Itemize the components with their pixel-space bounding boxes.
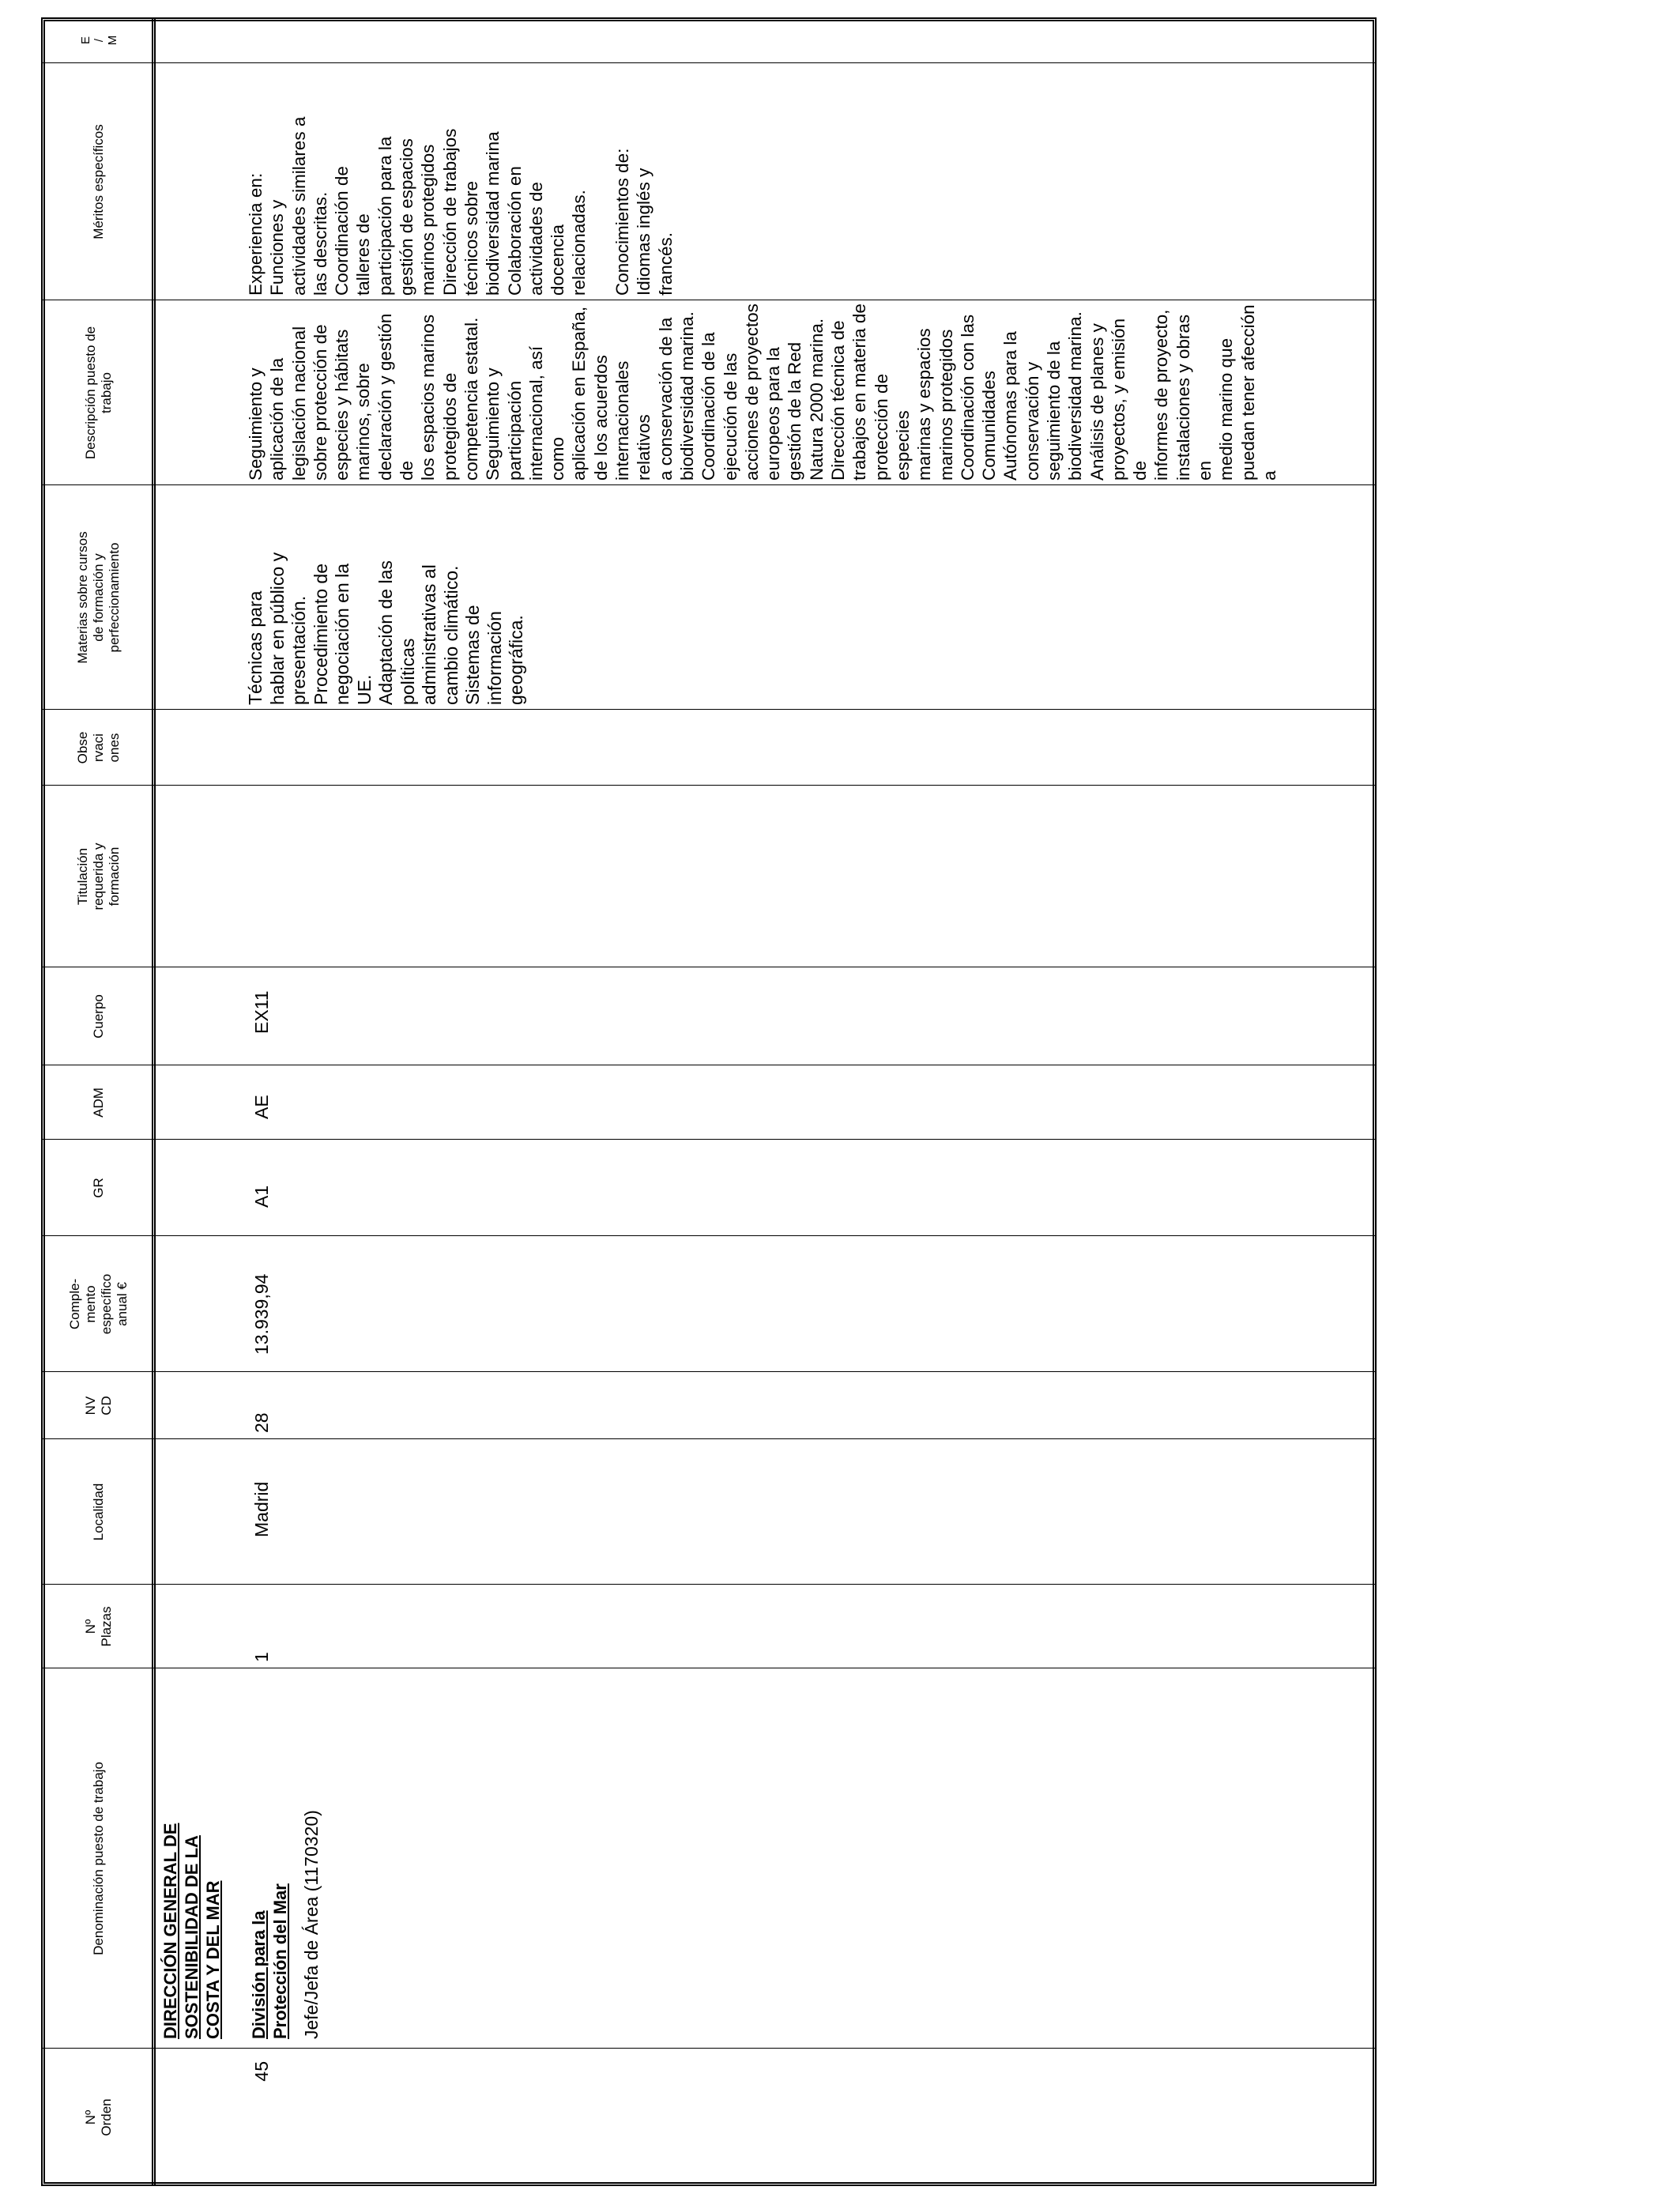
column-complemento [41, 1236, 1377, 1372]
cell-orden: 45 [251, 2061, 272, 2082]
column-descripcion [41, 300, 1377, 485]
column-orden [41, 2049, 1377, 2186]
cell-grupo: A1 [251, 1185, 272, 1208]
cell-denominacion: Jefe/Jefa de Área (1170320) [301, 1810, 322, 2039]
header-denominacion [46, 1668, 152, 2049]
column-adm [41, 1065, 1377, 1140]
header-orden [46, 2049, 152, 2186]
header-localidad [46, 1439, 152, 1585]
column-grupo [41, 1140, 1377, 1236]
unit-heading-text: DIRECCIÓN GENERAL DE SOSTENIBILIDAD DE LA COSTA Y DEL MAR [160, 1823, 223, 2039]
header-descripcion-label: Descripción puesto de trabajo [83, 326, 114, 460]
unit-heading [160, 1668, 224, 2049]
column-meritos [41, 63, 1377, 300]
header-localidad-label: Localidad [91, 1483, 106, 1541]
column-cuerpo [41, 967, 1377, 1065]
header-complemento-label: Comple- mento específico anual € [67, 1273, 130, 1335]
column-titulacion [41, 786, 1377, 967]
cell-adm: AE [251, 1095, 272, 1119]
cell-nivel: 28 [251, 1412, 272, 1433]
header-complemento [46, 1236, 152, 1372]
header-cuerpo-label: Cuerpo [91, 994, 106, 1039]
column-observaciones [41, 710, 1377, 786]
header-titulacion [46, 786, 152, 967]
cell-cuerpo: EX11 [251, 990, 272, 1034]
cell-meritos: Experiencia en: Funciones y actividades similares a las descritas. Coordinación de talleres de participación para la gestión de espacios marinos protegidos Dirección de trabajos técnicos sobre biodiversidad marina Colaboración en actividades de docencia relacionadas. Conocimientos de: Idiomas inglés y francés. [246, 116, 676, 296]
header-meritos [46, 63, 152, 300]
subunit-heading [248, 1668, 291, 2049]
cell-plazas: 1 [251, 1652, 272, 1662]
header-observaciones-label: Obse rvaci ones [75, 731, 122, 764]
header-descripcion [46, 300, 152, 485]
header-plazas [46, 1585, 152, 1668]
column-em [41, 17, 1377, 63]
column-plazas [41, 1585, 1377, 1668]
column-nivel [41, 1372, 1377, 1439]
header-grupo-label: GR [91, 1178, 106, 1198]
cell-complemento: 13.939,94 [251, 1273, 272, 1355]
column-localidad [41, 1439, 1377, 1585]
cell-descripcion: Seguimiento y aplicación de la legislación nacional sobre protección de especies y hábitats marinos, sobre declaración y gestión de los espacios marinos protegidos de competencia estatal. Seguimiento y participación internacional, así como aplicación en España, de los acuerdos internacionales relativos a conservación de la biodiversidad marina. Coordinación de la ejecución de las acciones de proyectos europeos para la gestión de la Red Natura 2000 marina. Dirección técnica de trabajos en materia de protección de especies marinas y espacios marinos protegidos Coordinación con las Comunidades Autónomas para la conservación y seguimiento de la biodiversidad marina. Análisis de planes y proyectos, y emisión de informes de proyecto, instalaciones y obras en medio marino que puedan tener afección a [246, 303, 1279, 481]
header-orden-label: Nº Orden [83, 2098, 114, 2136]
cell-localidad: Madrid [251, 1481, 272, 1537]
header-cuerpo [46, 967, 152, 1065]
rotated-table [41, 17, 1377, 2186]
header-observaciones [46, 710, 152, 786]
header-nivel [46, 1372, 152, 1439]
cell-materias: Técnicas para hablar en público y presentación. Procedimiento de negociación en la UE. Adaptación de las políticas administrativas al cambio climático. Sistemas de información geográfica. [245, 552, 526, 705]
header-nivel-label: NV CD [83, 1396, 114, 1416]
subunit-heading-text: División para la Protección del Mar [249, 1883, 290, 2039]
header-materias [46, 485, 152, 710]
header-materias-label: Materias sobre cursos de formación y perfeccionamiento [75, 531, 122, 664]
header-grupo [46, 1140, 152, 1236]
column-materias [41, 485, 1377, 710]
header-adm-label: ADM [91, 1088, 106, 1118]
header-titulacion-label: Titulación requerida y formación [75, 843, 122, 910]
header-meritos-label: Méritos específicos [91, 124, 106, 239]
header-adm [46, 1065, 152, 1140]
column-denominacion [41, 1668, 1377, 2049]
header-plazas-label: Nº Plazas [83, 1606, 114, 1647]
header-em-label: E / M [78, 35, 119, 46]
header-em [46, 17, 152, 63]
header-denominacion-label: Denominación puesto de trabajo [91, 1762, 106, 1955]
